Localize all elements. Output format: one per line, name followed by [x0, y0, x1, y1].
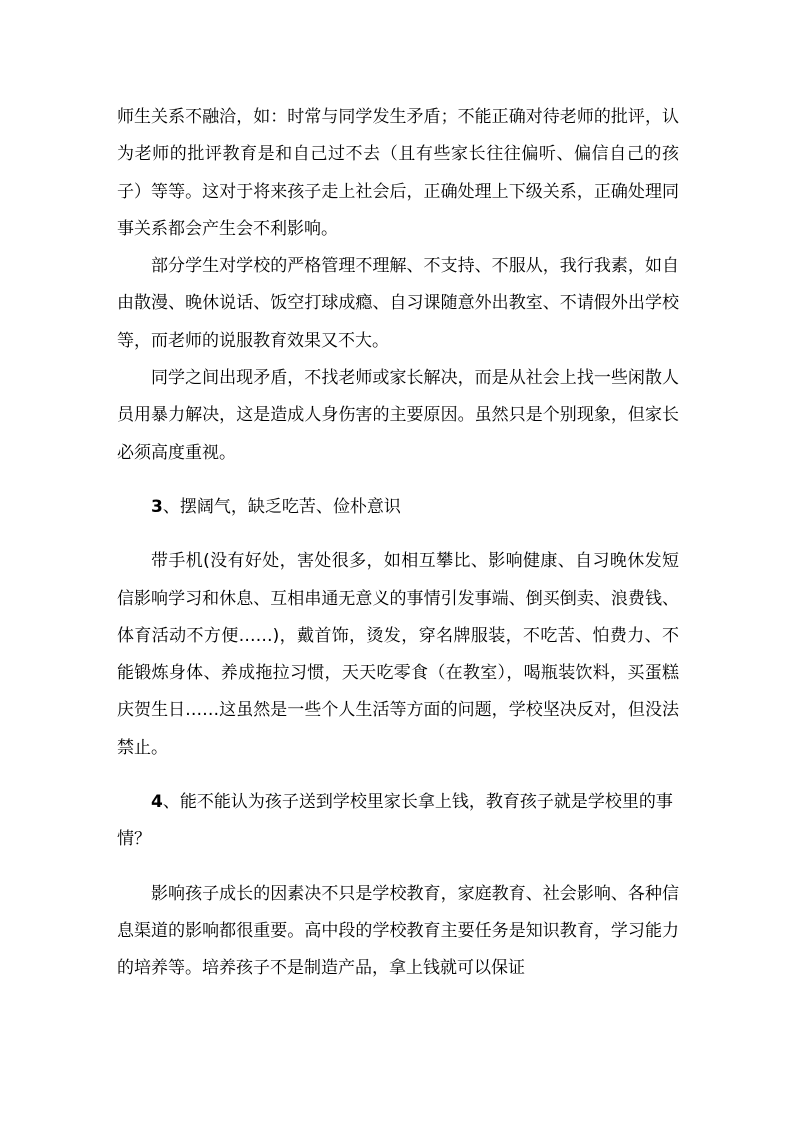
section-number-4: 4	[151, 792, 163, 813]
section-heading-4	[117, 784, 679, 859]
section-title-3: 、摆阔气，缺乏吃苦、俭朴意识	[162, 496, 401, 517]
document-body	[117, 99, 679, 988]
section-title-4: 、能不能认为孩子送到学校里家长拿上钱，教育孩子就是学校里的事情？	[117, 792, 673, 850]
paragraph-school-management: 部分学生对学校的严格管理不理解、不支持、不服从，我行我素，如自由散漫、晚休说话、饭空打球成瘾、自习课随意外出教室、不请假外出学校等，而老师的说服教育效果又不大。	[117, 256, 679, 351]
paragraph-relationships: 师生关系不融洽，如：时常与同学发生矛盾；不能正确对待老师的批评，认为老师的批评教育是和自己过不去（且有些家长往往偏听、偏信自己的孩子）等等。这对于将来孩子走上社会后，正确处理上下级关系，正确处理同事关系都会产生会不利影响。	[117, 107, 679, 239]
paragraph-influences: 影响孩子成长的因素决不只是学校教育，家庭教育、社会影响、各种信息渠道的影响都很重要。高中段的学校教育主要任务是知识教育，学习能力的培养等。培养孩子不是制造产品，拿上钱就可以保证	[117, 883, 679, 979]
section-heading-3	[117, 489, 679, 526]
section-number-3: 3	[151, 496, 163, 517]
paragraph-conflicts: 同学之间出现矛盾，不找老师或家长解决，而是从社会上找一些闲散人员用暴力解决，这是造成人身伤害的主要原因。虽然只是个别现象，但家长必须高度重视。	[117, 368, 679, 463]
paragraph-habits: 带手机(没有好处，害处很多，如相互攀比、影响健康、自习晚休发短信影响学习和休息、互相串通无意义的事情引发事端、倒买倒卖、浪费钱、体育活动不方便……)，戴首饰，烫发，穿名牌服装，不吃苦、怕费力、不能锻炼身体、养成拖拉习惯，天天吃零食（在教室），喝瓶装饮料，买蛋糕庆贺生日……这虽然是一些个人生活等方面的问题，学校坚决反对，但没法禁止。	[117, 551, 679, 758]
